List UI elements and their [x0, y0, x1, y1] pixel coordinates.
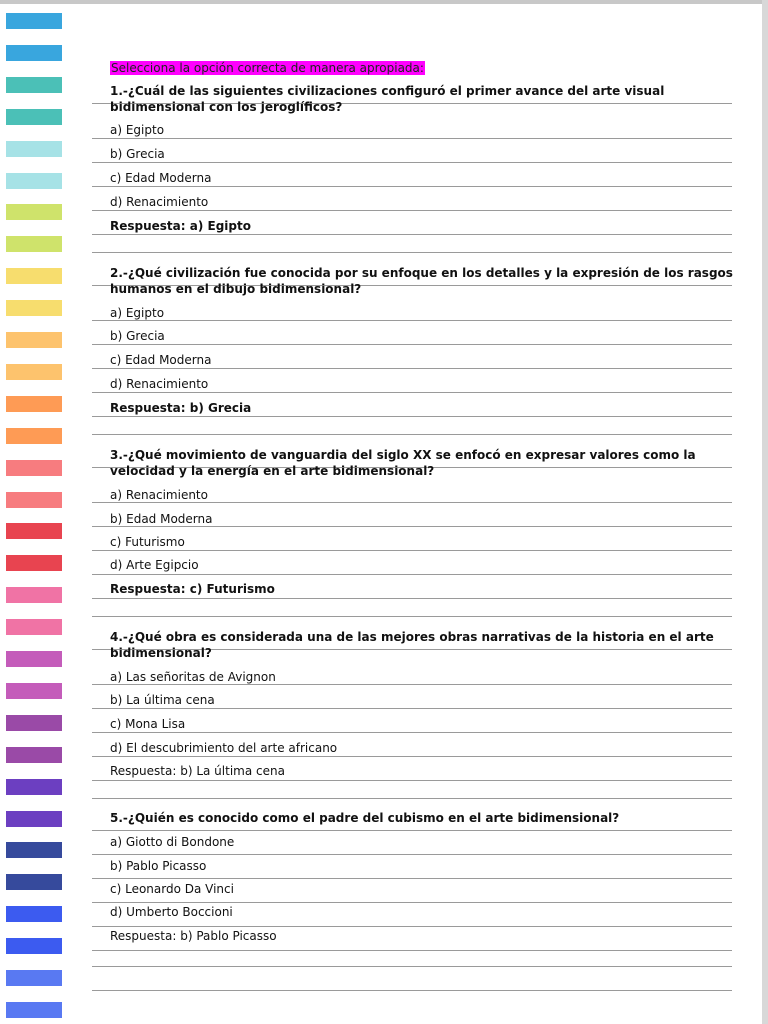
instructions-line — [110, 61, 425, 76]
question-4-text-line-1: 4.-¿Qué obra es considerada una de las mejores obras narrativas de la historia en el arte — [110, 630, 714, 644]
color-stripe — [6, 874, 62, 890]
question-3-text-line-2: velocidad y la energía en el arte bidimensional? — [110, 464, 435, 478]
ruled-line — [92, 616, 732, 617]
color-stripe — [6, 364, 62, 380]
question-2-option-d: d) Renacimiento — [110, 377, 209, 391]
color-stripe — [6, 45, 62, 61]
question-3-option-d: d) Arte Egipcio — [110, 558, 199, 572]
question-1-text-line-1: 1.-¿Cuál de las siguientes civilizaciones configuró el primer avance del arte visual — [110, 84, 665, 98]
question-1-option-d: d) Renacimiento — [110, 195, 209, 209]
color-stripe — [6, 300, 62, 316]
color-stripe — [6, 460, 62, 476]
ruled-line — [92, 162, 732, 163]
color-stripe — [6, 332, 62, 348]
ruled-line — [92, 416, 732, 417]
question-4-option-b: b) La última cena — [110, 693, 215, 707]
color-stripe — [6, 77, 62, 93]
color-stripe — [6, 970, 62, 986]
ruled-line — [92, 550, 732, 551]
color-stripe — [6, 13, 62, 29]
color-stripe — [6, 236, 62, 252]
color-stripe — [6, 587, 62, 603]
color-stripe — [6, 747, 62, 763]
color-stripe — [6, 204, 62, 220]
question-5-option-a: a) Giotto di Bondone — [110, 835, 235, 849]
question-2-option-c: c) Edad Moderna — [110, 353, 212, 367]
question-3-text-line-1: 3.-¿Qué movimiento de vanguardia del siglo XX se enfocó en expresar valores como la — [110, 448, 696, 462]
ruled-line — [92, 574, 732, 575]
question-5-option-d: d) Umberto Boccioni — [110, 905, 233, 919]
ruled-line — [92, 210, 732, 211]
question-1-option-b: b) Grecia — [110, 147, 165, 161]
right-border — [762, 0, 768, 1024]
question-5-option-c: c) Leonardo Da Vinci — [110, 882, 234, 896]
ruled-line — [92, 926, 732, 927]
ruled-line — [92, 854, 732, 855]
question-2-answer: Respuesta: b) Grecia — [110, 401, 252, 415]
color-stripe — [6, 268, 62, 284]
color-stripe — [6, 811, 62, 827]
question-4-option-c: c) Mona Lisa — [110, 717, 186, 731]
top-border — [0, 0, 768, 4]
ruled-line — [92, 780, 732, 781]
ruled-line — [92, 990, 732, 991]
question-4-answer: Respuesta: b) La última cena — [110, 764, 285, 778]
instructions-highlight: Selecciona la opción correcta de manera apropiada: — [111, 61, 424, 75]
color-stripe — [6, 1002, 62, 1018]
question-3-answer: Respuesta: c) Futurismo — [110, 582, 275, 596]
question-2-option-a: a) Egipto — [110, 306, 165, 320]
ruled-line — [92, 234, 732, 235]
color-stripe — [6, 492, 62, 508]
color-stripe — [6, 779, 62, 795]
color-stripe — [6, 715, 62, 731]
ruled-line — [92, 252, 732, 253]
ruled-line — [92, 368, 732, 369]
question-3-option-b: b) Edad Moderna — [110, 512, 213, 526]
color-stripe — [6, 109, 62, 125]
question-3-option-a: a) Renacimiento — [110, 488, 208, 502]
question-2-option-b: b) Grecia — [110, 329, 165, 343]
color-stripe — [6, 141, 62, 157]
color-stripe — [6, 523, 62, 539]
ruled-line — [92, 344, 732, 345]
question-4-option-d: d) El descubrimiento del arte africano — [110, 741, 338, 755]
ruled-line — [92, 732, 732, 733]
question-2-text-line-2: humanos en el dibujo bidimensional? — [110, 282, 362, 296]
question-1-text-line-2: bidimensional con los jeroglíficos? — [110, 100, 343, 114]
ruled-line — [92, 186, 732, 187]
color-stripe — [6, 428, 62, 444]
question-5-text-line-1: 5.-¿Quién es conocido como el padre del cubismo en el arte bidimensional? — [110, 811, 620, 825]
ruled-line — [92, 878, 732, 879]
color-stripe — [6, 906, 62, 922]
ruled-line — [92, 966, 732, 967]
ruled-line — [92, 598, 732, 599]
question-1-option-c: c) Edad Moderna — [110, 171, 212, 185]
ruled-line — [92, 798, 732, 799]
ruled-line — [92, 320, 732, 321]
ruled-line — [92, 756, 732, 757]
color-stripe — [6, 683, 62, 699]
color-stripe — [6, 938, 62, 954]
question-5-answer: Respuesta: b) Pablo Picasso — [110, 929, 277, 943]
question-4-option-a: a) Las señoritas de Avignon — [110, 670, 276, 684]
ruled-line — [92, 708, 732, 709]
color-stripe — [6, 173, 62, 189]
ruled-line — [92, 950, 732, 951]
question-1-option-a: a) Egipto — [110, 123, 165, 137]
ruled-line — [92, 434, 732, 435]
ruled-line — [92, 830, 732, 831]
ruled-line — [92, 902, 732, 903]
question-4-text-line-2: bidimensional? — [110, 646, 212, 660]
ruled-line — [92, 392, 732, 393]
question-3-option-c: c) Futurismo — [110, 535, 185, 549]
question-1-answer: Respuesta: a) Egipto — [110, 219, 251, 233]
question-2-text-line-1: 2.-¿Qué civilización fue conocida por su enfoque en los detalles y la expresión de los rasgos — [110, 266, 733, 280]
ruled-line — [92, 138, 732, 139]
question-5-option-b: b) Pablo Picasso — [110, 859, 207, 873]
color-stripe — [6, 555, 62, 571]
color-stripe — [6, 619, 62, 635]
color-stripe-margin — [0, 0, 64, 1024]
color-stripe — [6, 651, 62, 667]
color-stripe — [6, 396, 62, 412]
color-stripe — [6, 842, 62, 858]
